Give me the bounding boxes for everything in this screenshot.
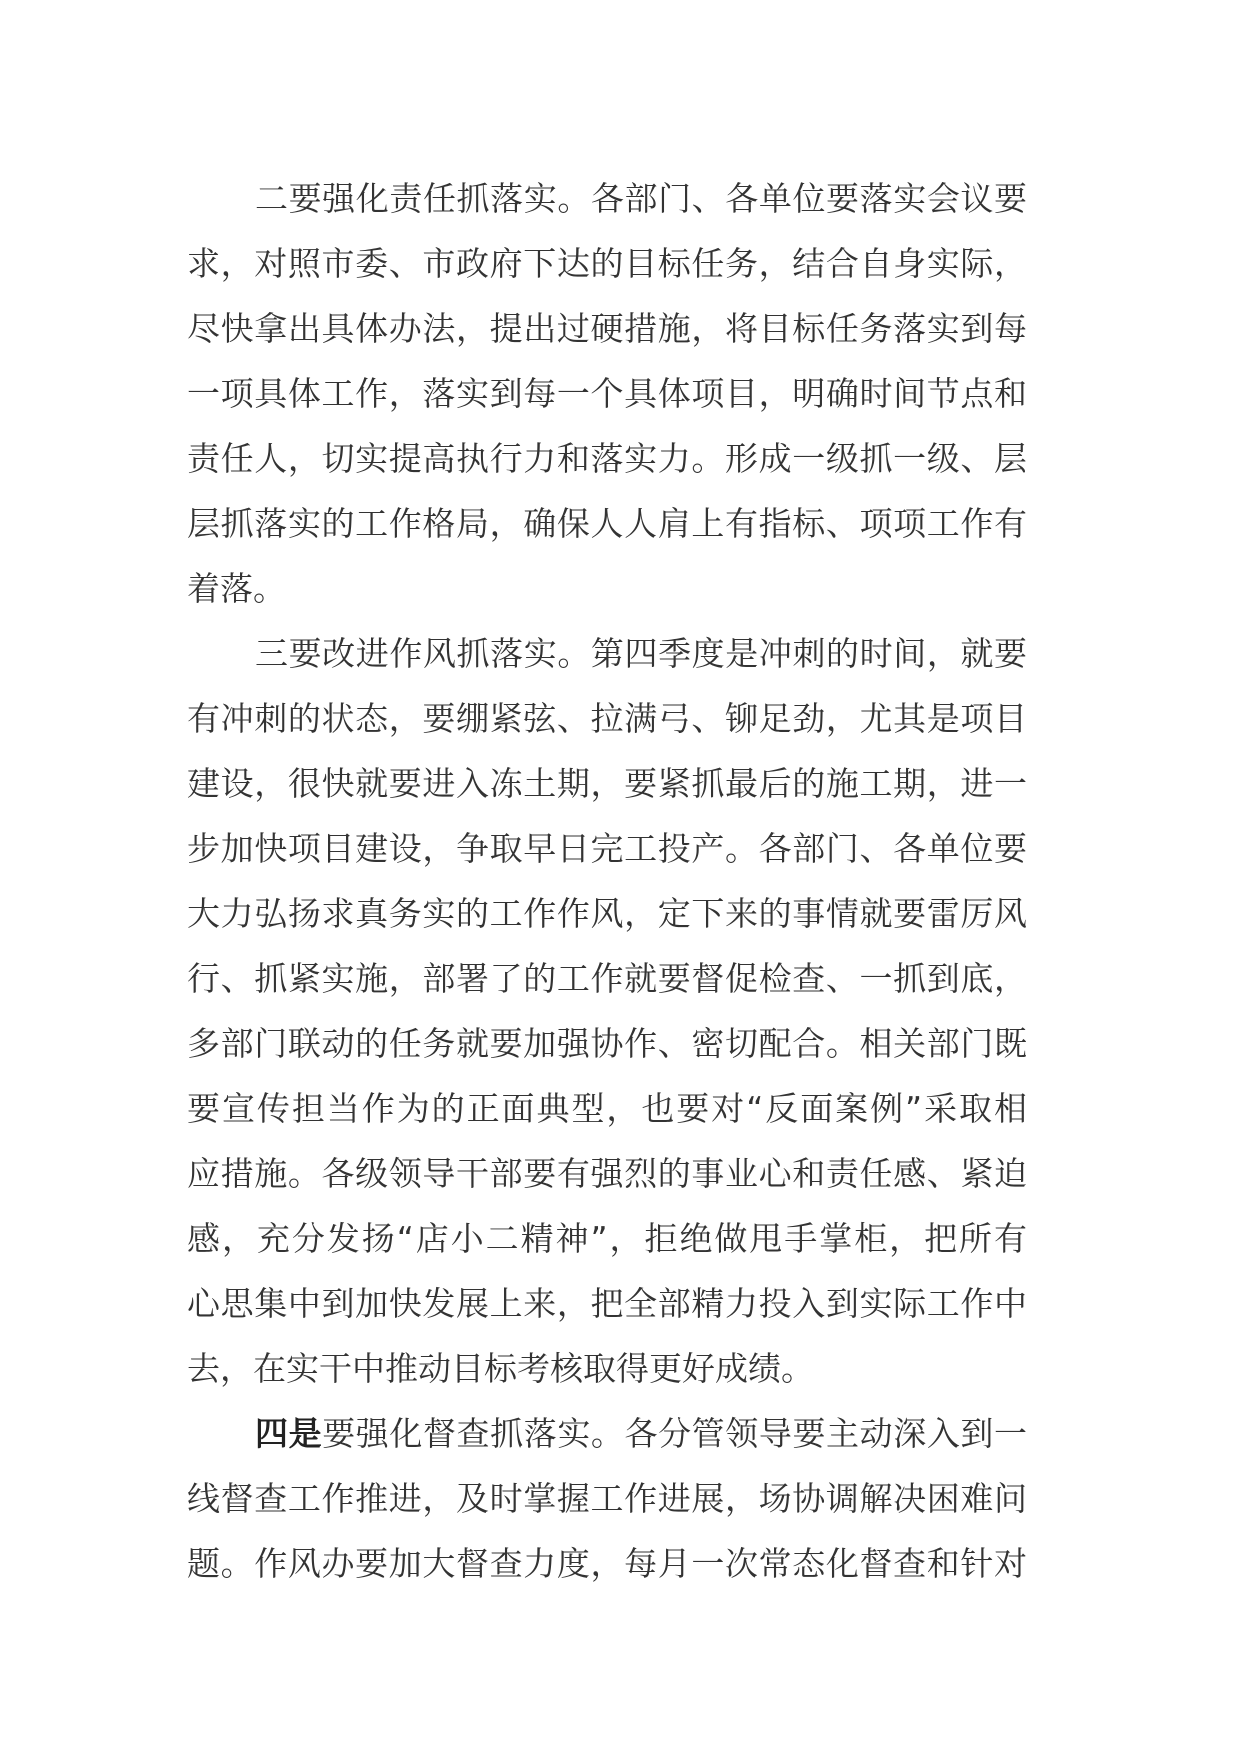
paragraph-lead-bold: 四是 (255, 1414, 323, 1453)
text-line: 步加快项目建设，争取早日完工投产。各部门、各单位要 (187, 829, 1027, 868)
text-line: 行、抓紧实施，部署了的工作就要督促检查、一抓到底， (187, 959, 1027, 998)
text-line: 求，对照市委、市政府下达的目标任务，结合自身实际， (187, 244, 1027, 283)
paragraph-supervision (187, 1401, 1027, 1596)
text-line: 建设，很快就要进入冻土期，要紧抓最后的施工期，进一 (187, 764, 1027, 803)
paragraph-work-style (187, 621, 1027, 1401)
text-line: 去，在实干中推动目标考核取得更好成绩。 (187, 1349, 814, 1388)
text-line: 尽快拿出具体办法，提出过硬措施，将目标任务落实到每 (187, 309, 1027, 348)
text-line: 责任人，切实提高执行力和落实力。形成一级抓一级、层 (187, 439, 1027, 478)
text-line: 有冲刺的状态，要绷紧弦、拉满弓、铆足劲，尤其是项目 (187, 699, 1027, 738)
text-line: 着落。 (187, 569, 286, 608)
text-line: 线督查工作推进，及时掌握工作进展，场协调解决困难问 (187, 1479, 1027, 1518)
paragraph-responsibility (187, 166, 1027, 621)
text-line: 要宣传担当作为的正面典型，也要对“反面案例”采取相 (187, 1089, 1027, 1128)
text-line (187, 1401, 1027, 1466)
text-line: 心思集中到加快发展上来，把全部精力投入到实际工作中 (187, 1284, 1027, 1323)
document-body (187, 166, 1027, 1596)
text-line: 应措施。各级领导干部要有强烈的事业心和责任感、紧迫 (187, 1154, 1027, 1193)
text-line: 感，充分发扬“店小二精神”，拒绝做甩手掌柜，把所有 (187, 1219, 1027, 1258)
text-line: 多部门联动的任务就要加强协作、密切配合。相关部门既 (187, 1024, 1027, 1063)
text-span: 要强化督查抓落实。各分管领导要主动深入到一 (322, 1414, 1028, 1453)
text-line: 题。作风办要加大督查力度，每月一次常态化督查和针对 (187, 1544, 1027, 1583)
text-line: 二要强化责任抓落实。各部门、各单位要落实会议要 (255, 179, 1027, 218)
text-line: 大力弘扬求真务实的工作作风，定下来的事情就要雷厉风 (187, 894, 1027, 933)
text-line: 层抓落实的工作格局，确保人人肩上有指标、项项工作有 (187, 504, 1027, 543)
text-line: 一项具体工作，落实到每一个具体项目，明确时间节点和 (187, 374, 1027, 413)
text-line: 三要改进作风抓落实。第四季度是冲刺的时间，就要 (255, 634, 1027, 673)
